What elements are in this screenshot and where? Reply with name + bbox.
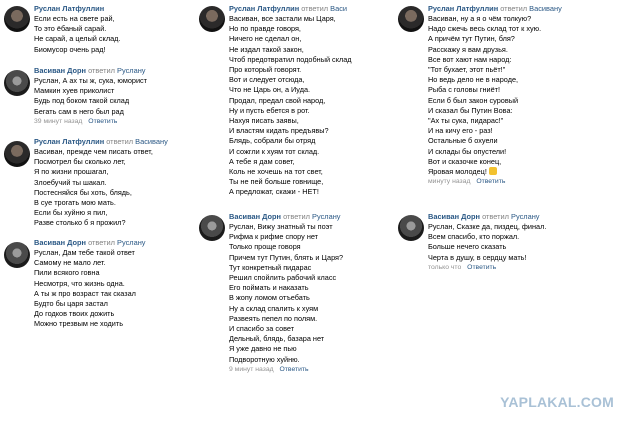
comment-line: И сожгли к хуям тот склад. (229, 146, 320, 156)
avatar[interactable] (199, 6, 225, 32)
comment-line: Рыба с головы гниёт! (428, 85, 501, 95)
comment-header (229, 212, 393, 222)
comment-line: Коль не хочешь на тот свет, (229, 167, 323, 177)
author-link[interactable]: Васиван Дорн (428, 212, 481, 221)
comment-line: Если б был закон суровый (428, 95, 519, 105)
comment-header (229, 4, 393, 14)
comment-line: Самому не мало лет. (34, 258, 106, 268)
comment-line: Я уже давно не пью (229, 344, 297, 354)
comment-line: И спасибо за совет (229, 324, 295, 334)
reply-target-link[interactable]: Васивану (135, 137, 168, 146)
replied-label: ответил (500, 4, 528, 13)
author-link[interactable]: Руслан Латфуллин (428, 4, 499, 13)
comment-line: Что не Царь он, а Иуда. (229, 85, 311, 95)
comment-meta (428, 263, 638, 273)
comment-line: Продал, предал свой народ, (229, 95, 326, 105)
comment-line: Если есть на свете рай, (34, 14, 115, 23)
reply-button[interactable]: Ответить (467, 263, 497, 271)
comment-line: Но по правде говоря, (229, 24, 301, 34)
reply-button[interactable]: Ответить (476, 178, 506, 186)
reply-target-link[interactable]: Руслану (117, 66, 146, 75)
comment-line: Бегать сам в него был рад (34, 106, 124, 116)
comment-time: минуту назад (428, 178, 471, 186)
replied-label: ответил (106, 137, 134, 146)
thumbs-up-emoji-icon (489, 167, 497, 175)
comment-text (34, 14, 194, 55)
comment-line: Разве столько б я прожил? (34, 218, 126, 228)
comment-line: Руслан, Вижу знатный ты поэт (229, 222, 333, 231)
comment-line: Развеять пепел по полям. (229, 313, 318, 323)
avatar[interactable] (4, 242, 30, 268)
comment-line: Остальные б охуели (428, 136, 498, 146)
comment-header (34, 4, 194, 14)
comment-line: Посмотрел бы сколько лет, (34, 157, 126, 167)
replied-label: ответил (283, 212, 310, 221)
reply-target-link[interactable]: Руслану (511, 212, 540, 221)
comment-line: То это ёбаный сарай. (34, 24, 107, 34)
comment-line: Но ведь дело не в народе, (428, 75, 519, 85)
comment-meta (229, 365, 393, 375)
comment-header (34, 66, 194, 76)
reply-target-link[interactable]: Руслану (117, 238, 146, 247)
comment-line: Руслан, А ах ты ж, сука, юморист (34, 76, 148, 85)
comment-line: Его поймать и наказать (229, 283, 309, 293)
comment-line: Больше нечего сказать (428, 242, 507, 252)
comment-line: До годков твоих дожить (34, 309, 115, 319)
comment-time: только что (428, 263, 462, 271)
comment-header (428, 212, 638, 222)
avatar[interactable] (4, 141, 30, 167)
comment-line: Ничего не сделал он, (229, 34, 302, 44)
comment-line: Только проще говоря (229, 242, 301, 252)
comment-body (428, 4, 638, 187)
comment-line: Злоебучий ты шакал. (34, 177, 107, 187)
comment-line: Несмотря, что жизнь одна. (34, 278, 125, 288)
comment-line: В жопу ломом отъебать (229, 293, 310, 303)
comment-line: Мамкин хуев приколист (34, 86, 115, 96)
comment-text (229, 222, 393, 365)
author-link[interactable]: Руслан Латфуллин (229, 4, 300, 13)
comment-header (34, 137, 194, 147)
comment-line: Если бы хуйню я пил, (34, 208, 108, 218)
replied-label: ответил (88, 238, 115, 247)
comment-line: Черта в душу, в сердцу мать! (428, 252, 527, 262)
comment-line: И сказал бы Путин Вова: (428, 105, 513, 115)
comment-line: Будь под боком такой склад (34, 96, 130, 106)
comment-line: Биомусор очень рад! (34, 44, 106, 54)
comment-time: 39 минут назад (34, 117, 83, 125)
comment-line: Васиван, все застали мы Царя, (229, 14, 336, 23)
comment-line: Причем тут Путин, блять и Царя? (229, 252, 344, 262)
comment-line: Блядь, собрали бы отряд (229, 136, 316, 146)
comment-body (34, 238, 194, 330)
author-link[interactable]: Васиван Дорн (34, 238, 87, 247)
comment-line: А предложат, скажи - НЕТ! (229, 187, 319, 197)
replied-label: ответил (482, 212, 509, 221)
comment-line: Вот и сказочке конец, (428, 156, 502, 166)
comment-line: Тут конкретный пидарас (229, 262, 312, 272)
comment-line: Чтоб предотвратил подобный склад (229, 54, 352, 64)
comment-header (34, 238, 194, 248)
reply-target-link[interactable]: Руслану (312, 212, 341, 221)
comment-line: Ты не пей больше говнище, (229, 177, 324, 187)
comment-line (428, 167, 638, 177)
comment-time: 9 минут назад (229, 365, 274, 373)
comment-text (428, 222, 638, 263)
author-link[interactable]: Руслан Латфуллин (34, 137, 105, 146)
comment-line: Вот и следует отсюда, (229, 75, 305, 85)
comment-line: Расскажу я вам друзья. (428, 44, 508, 54)
comment-line: Васиван, ну а я о чём толкую? (428, 14, 532, 23)
reply-target-link[interactable]: Васивану (529, 4, 562, 13)
comment-line: Дельный, блядь, базара нет (229, 334, 325, 344)
author-link[interactable]: Руслан Латфуллин (34, 4, 105, 13)
comment-meta (34, 117, 194, 127)
avatar[interactable] (4, 6, 30, 32)
comment-meta (428, 177, 638, 187)
comment-header (428, 4, 638, 14)
reply-target-link[interactable]: Васи (330, 4, 348, 13)
comment-line: Можно трезвым не ходить (34, 319, 123, 329)
reply-button[interactable]: Ответить (279, 365, 309, 373)
comment-line: "Тот бухает, этот пьёт!" (428, 65, 506, 75)
comment-line: Про который говорят. (229, 65, 302, 75)
comment-text (229, 14, 393, 198)
watermark-logo: YAPLAKAL.COM (500, 394, 614, 410)
comment-line: Пили всякого говна (34, 268, 100, 278)
comment-line: Я по жизни прошагал, (34, 167, 109, 177)
avatar[interactable] (398, 6, 424, 32)
comment-body (34, 4, 194, 55)
comment-line: Рифма к рифме спору нет (229, 232, 319, 242)
comment-body (428, 212, 638, 273)
comment-line: И властям кидать предъявы? (229, 126, 329, 136)
comment-body (34, 66, 194, 127)
comment-body (229, 4, 393, 198)
comment-line: Все вот хают нам народ: (428, 54, 512, 64)
comment-line: А ты ж про возраст так сказал (34, 288, 136, 298)
comment-line: Ну и пусть ебется в рот. (229, 105, 310, 115)
author-link[interactable]: Васиван Дорн (229, 212, 282, 221)
avatar[interactable] (398, 215, 424, 241)
comment-text (34, 248, 194, 330)
replied-label: ответил (301, 4, 329, 13)
avatar[interactable] (199, 215, 225, 241)
reply-button[interactable]: Ответить (88, 117, 118, 125)
replied-label: ответил (88, 66, 115, 75)
comment-text (428, 14, 638, 177)
comment-line: Надо сжечь весь склад тот к хую. (428, 24, 542, 34)
comment-line: Ну а склад спалить к хуям (229, 303, 319, 313)
comment-line: В суе трогать мою мать. (34, 198, 116, 208)
comment-text (34, 147, 194, 229)
comment-line: Нахуя писать заявы, (229, 116, 299, 126)
comment-line: Постесняйся бы хоть, блядь, (34, 187, 132, 197)
avatar[interactable] (4, 70, 30, 96)
comment-body (34, 137, 194, 229)
comment-line: Руслан, Сказке да, пиздец, финал. (428, 222, 547, 231)
comment-line: Не издал такой закон, (229, 44, 304, 54)
comment-line: А тебе я дам совет, (229, 156, 295, 166)
comment-body (229, 212, 393, 375)
comment-line-text: Яровая молодец! (428, 167, 487, 177)
comment-line: Подворотную хуйню. (229, 354, 300, 364)
comment-line: Не сарай, а целый склад. (34, 34, 121, 44)
comment-line: Всем спасибо, кто поржал. (428, 232, 520, 242)
comment-line: Будто бы царя застал (34, 299, 108, 309)
comment-line: Решил спойлить рабочий класс (229, 273, 337, 283)
comment-line: И на кичу его - раз! (428, 126, 493, 136)
comment-line: А причём тут Путин, бля? (428, 34, 515, 44)
comment-line: И склады бы опустели! (428, 146, 507, 156)
author-link[interactable]: Васиван Дорн (34, 66, 87, 75)
comment-line: "Ах ты сука, пидарас!" (428, 116, 504, 126)
comment-line: Васиван, прежде чем писать ответ, (34, 147, 153, 156)
comment-text (34, 76, 194, 117)
comment-line: Руслан, Дам тебе такой ответ (34, 248, 135, 257)
